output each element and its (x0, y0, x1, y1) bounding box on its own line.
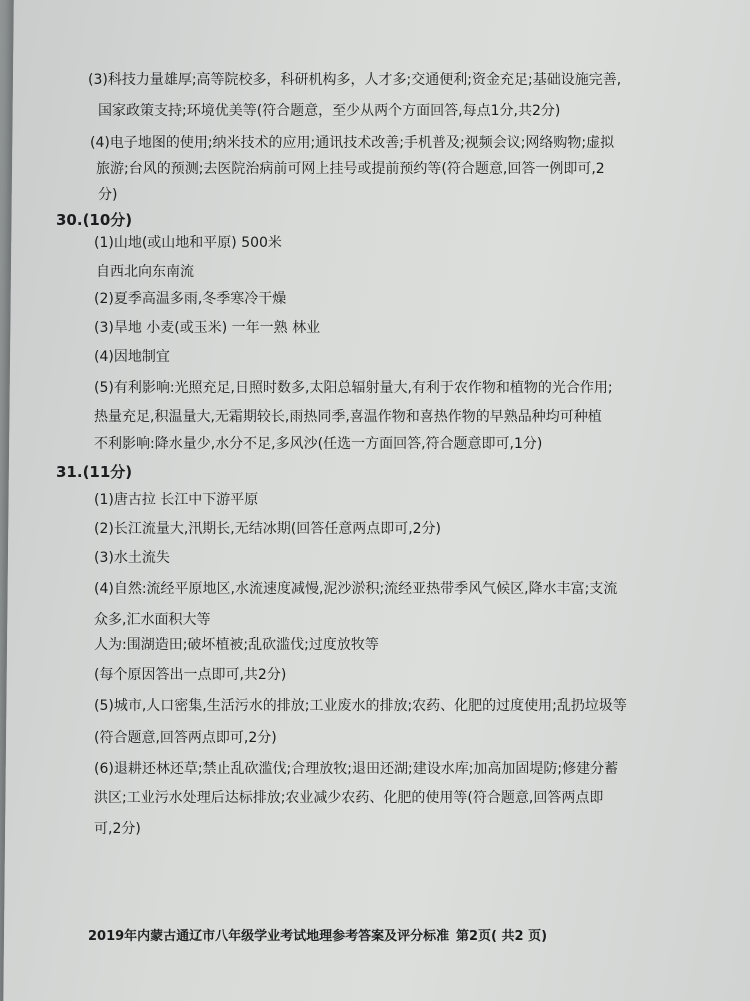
q31-item6-line1: (6)退耕还林还草;禁止乱砍滥伐;合理放牧;退田还湖;建设水库;加高加固堤防;修建分蓄 (94, 761, 619, 777)
q31-item4-line2: 众多,汇水面积大等 (94, 612, 211, 628)
footer-page-number: 第2页( 共2 页) (456, 929, 548, 944)
q31-item5-line2: (符合题意,回答两点即可,2分) (94, 730, 277, 746)
q31-item2: (2)长江流量大,汛期长,无结冰期(回答任意两点即可,2分) (94, 521, 442, 537)
question-30-heading: 30.(10分) (56, 211, 133, 229)
q29-item3-line1: (3)科技力量雄厚;高等院校多，科研机构多，人才多;交通便利;资金充足;基础设施完善, (88, 72, 622, 88)
q29-item4-line2: 旅游;台风的预测;去医院治病前可网上挂号或提前预约等(符合题意,回答一例即可,2 (96, 161, 605, 177)
q31-item4-note: (每个原因答出一点即可,共2分) (94, 667, 287, 683)
q30-item5-line3: 不利影响:降水量少,水分不足,多风沙(任选一方面回答,符合题意即可,1分) (94, 436, 543, 452)
q30-item3: (3)旱地 小麦(或玉米) 一年一熟 林业 (94, 320, 321, 336)
q29-item4-line3: 分) (98, 187, 118, 203)
q30-item5-line2: 热量充足,积温量大,无霜期较长,雨热同季,喜温作物和喜热作物的早熟品种均可种植 (94, 409, 602, 425)
q30-item1: (1)山地(或山地和平原) 500米 (94, 235, 282, 251)
footer-title: 2019年内蒙古通辽市八年级学业考试地理参考答案及评分标准 (88, 929, 450, 944)
q29-item3-line2: 国家政策支持;环境优美等(符合题意，至少从两个方面回答,每点1分,共2分) (98, 103, 561, 119)
q31-item6-line3: 可,2分) (94, 821, 141, 837)
q30-item5-line1: (5)有利影响:光照充足,日照时数多,太阳总辐射量大,有利于农作物和植物的光合作用; (94, 380, 613, 396)
q31-item4-line1: (4)自然:流经平原地区,水流速度减慢,泥沙淤积;流经亚热带季风气候区,降水丰富;支流 (94, 581, 618, 597)
q31-item4-human: 人为:围湖造田;破坏植被;乱砍滥伐;过度放牧等 (94, 637, 379, 653)
q30-item2: (2)夏季高温多雨,冬季寒冷干燥 (94, 291, 287, 307)
q31-item1: (1)唐古拉 长江中下游平原 (94, 492, 259, 508)
question-31-heading: 31.(11分) (56, 463, 133, 481)
q30-item1-flow: 自西北向东南流 (96, 264, 194, 280)
q29-item4-line1: (4)电子地图的使用;纳米技术的应用;通讯技术改善;手机普及;视频会议;网络购物;虚拟 (90, 135, 615, 151)
q30-item4: (4)因地制宜 (94, 349, 170, 365)
q31-item3: (3)水土流失 (94, 550, 170, 566)
q31-item6-line2: 洪区;工业污水处理后达标排放;农业减少农药、化肥的使用等(符合题意,回答两点即 (94, 790, 604, 806)
q31-item5-line1: (5)城市,人口密集,生活污水的排放;工业废水的排放;农药、化肥的过度使用;乱扔垃圾等 (94, 698, 627, 714)
